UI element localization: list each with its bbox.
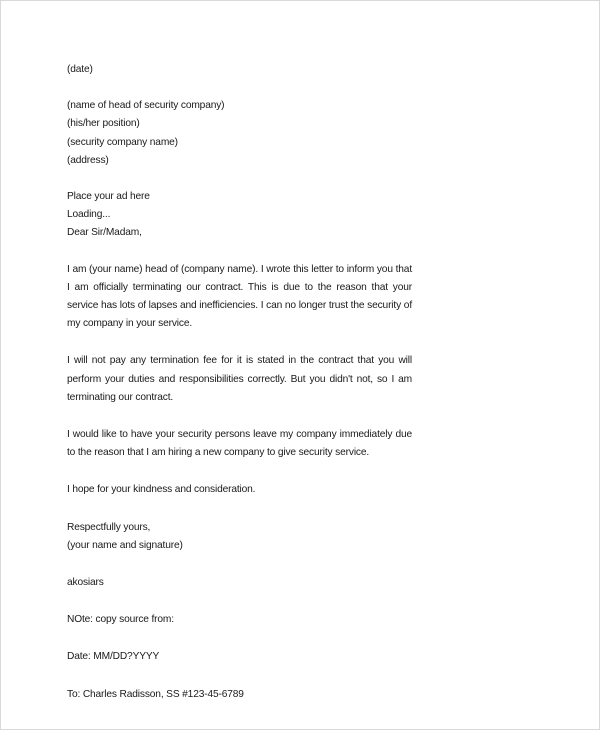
- spacer: [67, 462, 412, 481]
- salutation: Dear Sir/Madam,: [67, 227, 142, 239]
- recipient-name: (name of head of security company): [67, 100, 225, 112]
- spacer: [67, 243, 412, 261]
- date-format-line: Date: MM/DD?YYYY: [67, 651, 160, 663]
- loading-text: Loading...: [67, 209, 111, 221]
- recipient-company: (security company name): [67, 136, 178, 148]
- spacer: [67, 629, 412, 648]
- spacer: [67, 667, 412, 686]
- to-line: To: Charles Radisson, SS #123-45-6789: [67, 688, 244, 700]
- spacer: [67, 170, 412, 188]
- spacer: [67, 500, 412, 519]
- spacer: [67, 592, 412, 611]
- spacer: [67, 79, 412, 97]
- ad-placeholder: Place your ad here: [67, 191, 150, 203]
- recipient-address: (address): [67, 154, 109, 166]
- body-paragraph-1: I am (your name) head of (company name). I wrote this letter to inform you that I am officially terminating our contract. This is due to the reason that your service has lots of lapses and inefficiencies. I can no longer trust the security of my company in your service.: [67, 263, 412, 330]
- spacer: [67, 333, 412, 352]
- spacer: [67, 407, 412, 426]
- closing: Respectfully yours,: [67, 521, 151, 533]
- spacer: [67, 555, 412, 574]
- signature-placeholder: (your name and signature): [67, 539, 183, 551]
- date-line: (date): [67, 64, 93, 75]
- footer-name: akosiars: [67, 577, 104, 589]
- note-line: NOte: copy source from:: [67, 614, 174, 626]
- body-paragraph-4: I hope for your kindness and consideration.: [67, 484, 256, 496]
- recipient-position: (his/her position): [67, 118, 140, 130]
- body-paragraph-2: I will not pay any termination fee for it is stated in the contract that you will perform your duties and responsibilities correctly. But you didn't not, so I am terminating our contract.: [67, 355, 412, 403]
- body-paragraph-3: I would like to have your security persons leave my company immediately due to the reason that I am hiring a new company to give security service.: [67, 429, 412, 459]
- letter-body: [67, 61, 412, 704]
